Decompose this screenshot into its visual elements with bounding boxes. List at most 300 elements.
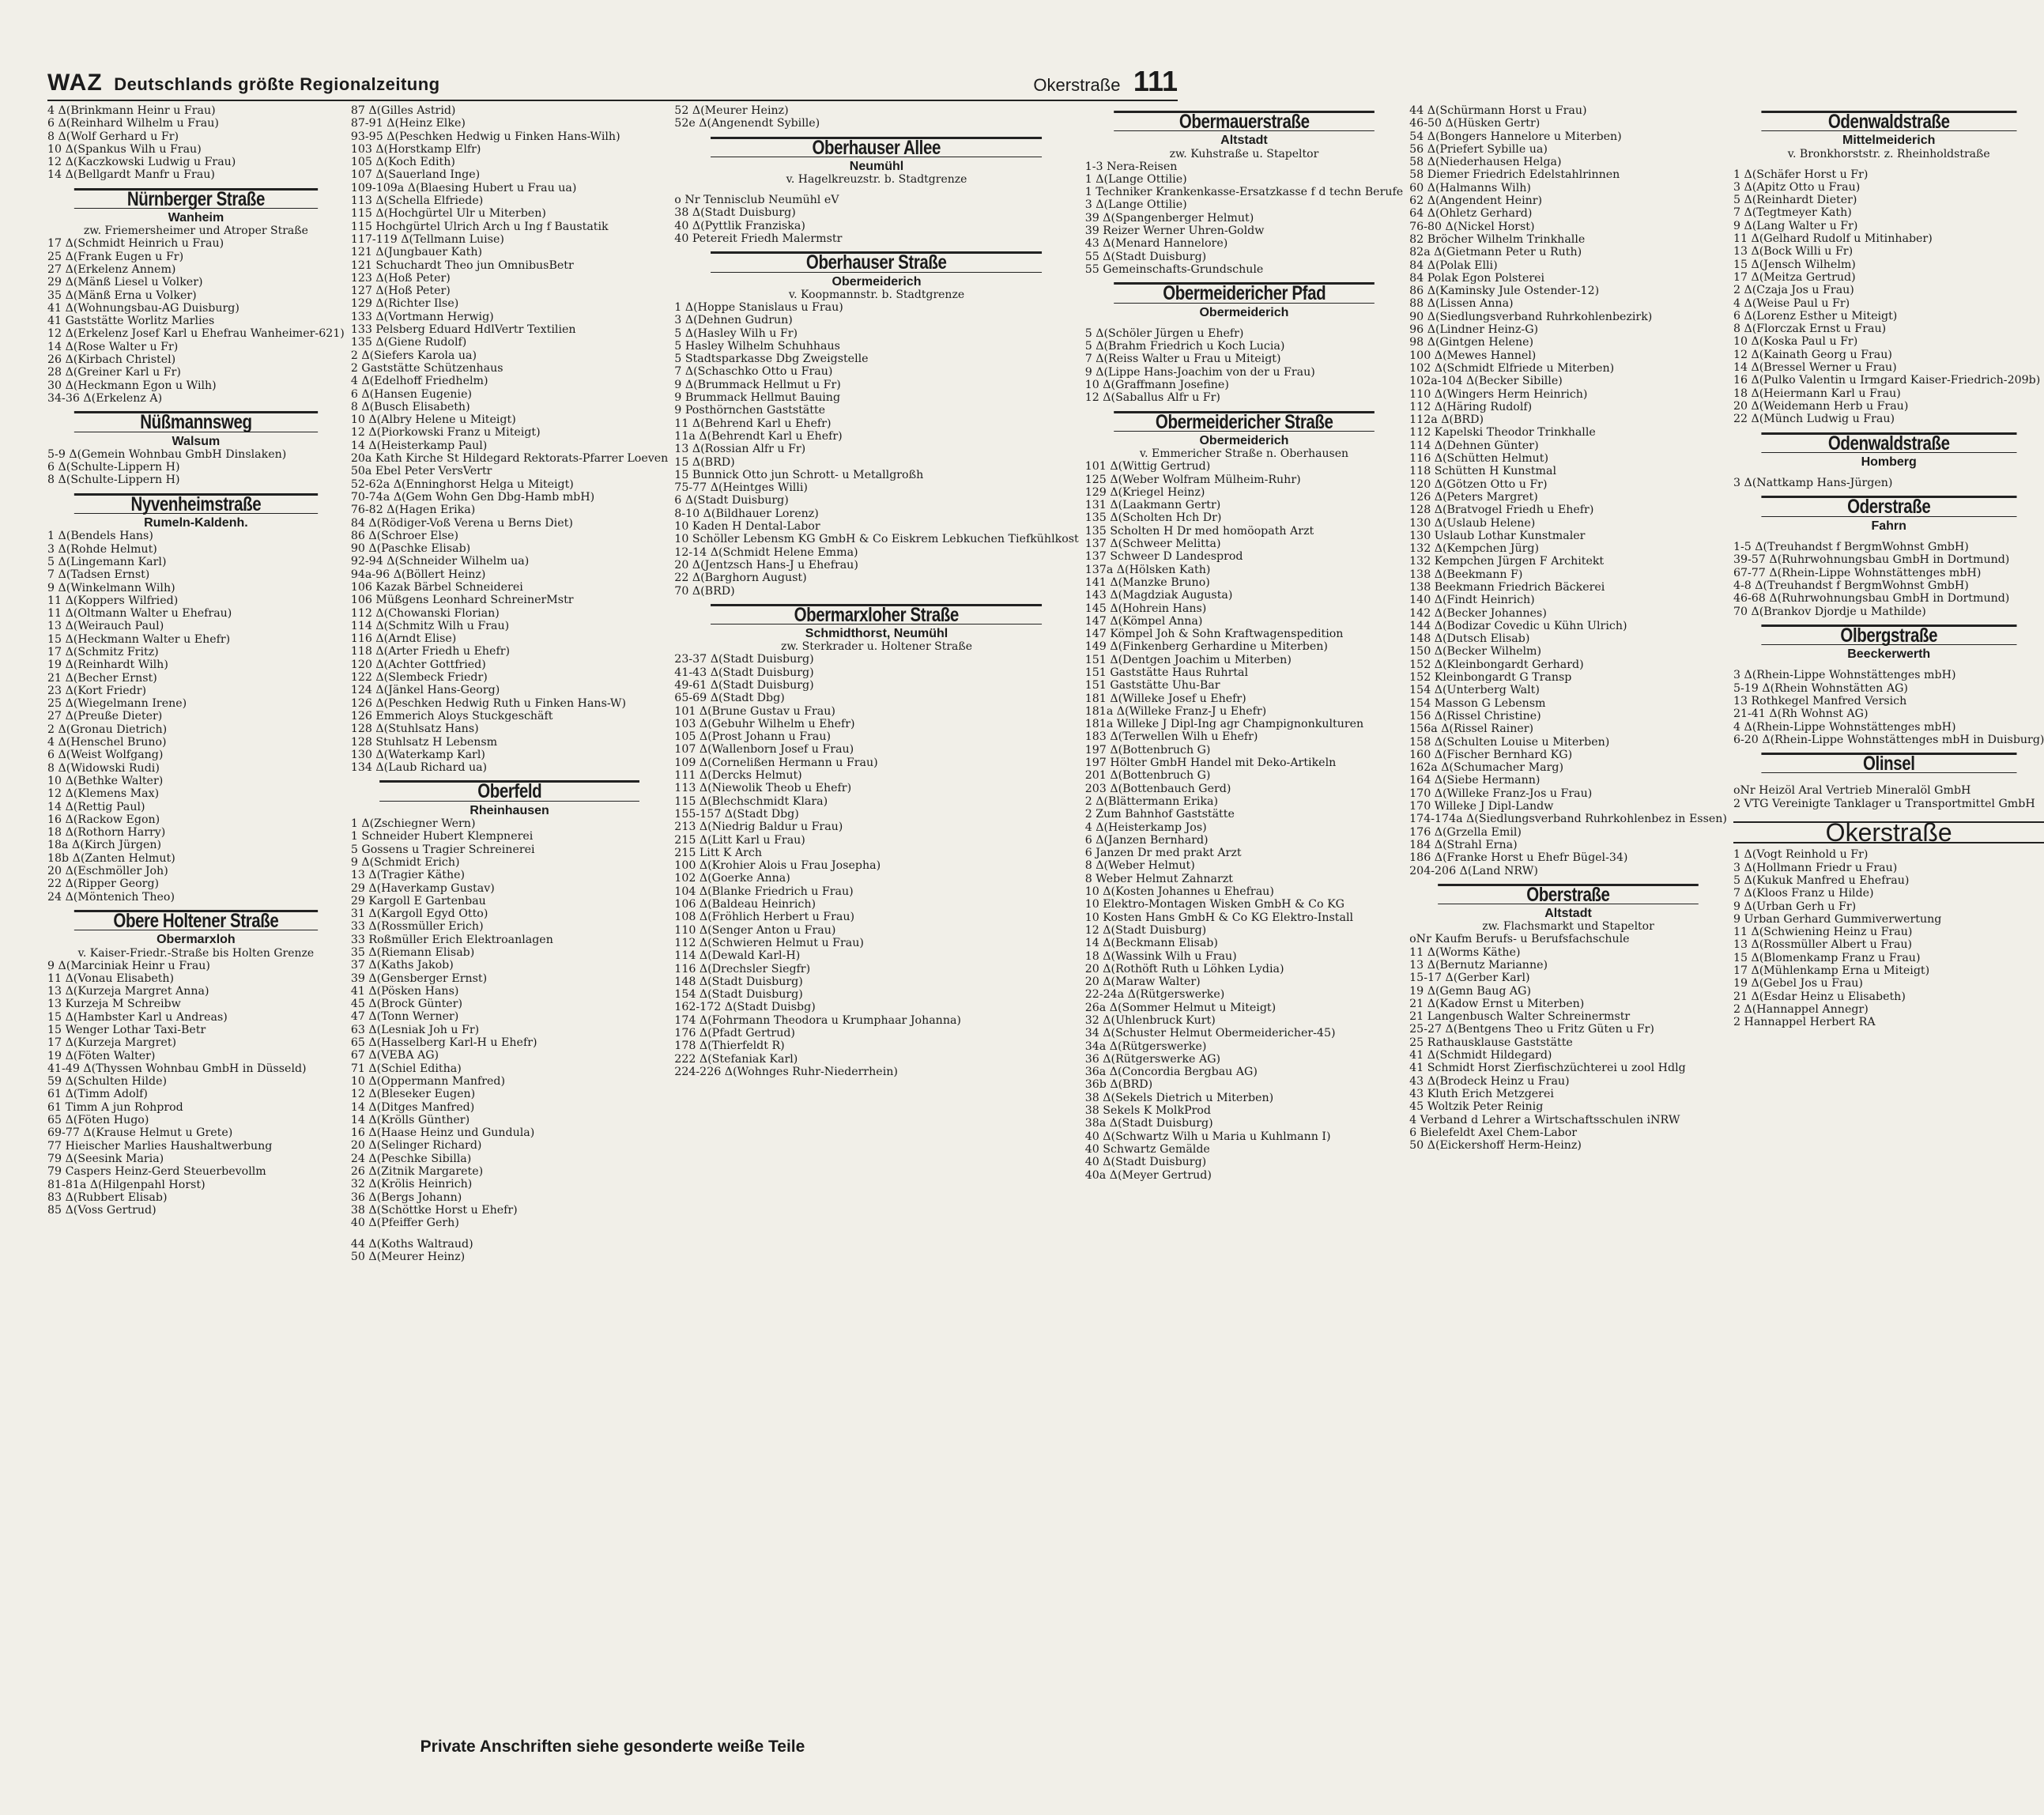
directory-entry: 105 Δ(Prost Johann u Frau) bbox=[674, 730, 832, 744]
directory-entry: 201 Δ(Bottenbruch G) bbox=[1084, 769, 1211, 783]
directory-entry: 137 Δ(Schweer Melitta) bbox=[1084, 538, 1221, 551]
directory-entry: 186 Δ(Franke Horst u Ehefr Bügel-34) bbox=[1409, 851, 1628, 865]
directory-entry: 35 Δ(Mänß Erna u Volker) bbox=[47, 289, 197, 302]
directory-entry: 15 Δ(Hambster Karl u Andreas) bbox=[47, 1010, 228, 1024]
directory-entry: 67-77 Δ(Rhein-Lippe Wohnstättenges mbH) bbox=[1733, 566, 1982, 579]
directory-entry: 148 Δ(Dutsch Elisab) bbox=[1409, 632, 1530, 646]
directory-entry: 9 Δ(Urban Gerh u Fr) bbox=[1733, 900, 1857, 913]
directory-entry: 21 Δ(Becher Ernst) bbox=[47, 671, 157, 685]
directory-entry: 33 Roßmüller Erich Elektroanlagen bbox=[350, 933, 553, 946]
directory-entry: 123 Δ(Hoß Peter) bbox=[350, 271, 451, 285]
directory-entry: 76-82 Δ(Hagen Erika) bbox=[350, 504, 476, 517]
directory-entry: 47 Δ(Tonn Werner) bbox=[350, 1010, 459, 1024]
directory-entry: 40 Schwartz Gemälde bbox=[1084, 1142, 1210, 1156]
directory-entry: 84 Δ(Rödiger-Voß Verena u Berns Diet) bbox=[350, 516, 573, 530]
directory-entry: 6 Δ(Weist Wolfgang) bbox=[47, 749, 164, 762]
directory-entry: 52-62a Δ(Enninghorst Helga u Miteigt) bbox=[350, 477, 574, 491]
directory-entry: 31 Δ(Kargoll Egyd Otto) bbox=[350, 908, 488, 921]
directory-entry: 13 Δ(Bock Willi u Fr) bbox=[1733, 245, 1854, 258]
directory-entry: 130 Δ(Uslaub Helene) bbox=[1409, 516, 1536, 530]
directory-entry: 13 Rothkegel Manfred Versich bbox=[1733, 694, 1907, 708]
directory-entry: 44 Δ(Koths Waltraud) bbox=[350, 1237, 473, 1251]
district-label: Altstadt bbox=[1220, 134, 1268, 148]
directory-entry: 4-8 Δ(Treuhandst f BergmWohnst GmbH) bbox=[1733, 579, 1969, 592]
directory-entry: 25-27 Δ(Bentgens Theo u Fritz Güten u Fr) bbox=[1409, 1023, 1654, 1036]
directory-entry: 105 Δ(Koch Edith) bbox=[350, 156, 455, 169]
directory-entry: 65 Δ(Föten Hugo) bbox=[47, 1114, 149, 1127]
spacer bbox=[1733, 661, 2044, 669]
directory-entry: 9 Urban Gerhard Gummiverwertung bbox=[1733, 912, 1942, 926]
directory-entry: 5 Hasley Wilhelm Schuhhaus bbox=[674, 339, 840, 353]
directory-entry: 137a Δ(Hölsken Kath) bbox=[1084, 563, 1211, 576]
directory-entry: 106 Müßgens Leonhard SchreinerMstr bbox=[350, 594, 574, 607]
column-4 bbox=[1085, 104, 1403, 1733]
directory-entry: 83 Δ(Rubbert Elisab) bbox=[47, 1191, 168, 1204]
directory-entry: 20 Δ(Eschmöller Joh) bbox=[47, 865, 168, 878]
directory-entry: 12 Δ(Erkelenz Josef Karl u Ehefrau Wanheimer-621) bbox=[47, 327, 345, 341]
directory-entry: 5 Gossens u Tragier Schreinerei bbox=[350, 843, 535, 856]
directory-entry: 24 Δ(Möntenich Theo) bbox=[47, 890, 175, 904]
directory-entry: 13 Δ(Kurzeja Margret Anna) bbox=[47, 985, 209, 998]
directory-entry: 90 Δ(Siedlungsverband Ruhrkohlenbezirk) bbox=[1409, 310, 1653, 323]
directory-entry: 150 Δ(Becker Wilhelm) bbox=[1409, 645, 1542, 658]
directory-entry: 143 Δ(Magdziak Augusta) bbox=[1084, 589, 1233, 602]
street-range: v. Emmericher Straße n. Oberhausen bbox=[1139, 447, 1349, 461]
directory-entry: 75-77 Δ(Heintges Willi) bbox=[674, 481, 808, 495]
directory-entry: 82a Δ(Gietmann Peter u Ruth) bbox=[1409, 246, 1582, 259]
directory-entry: 162a Δ(Schumacher Marg) bbox=[1409, 761, 1563, 775]
directory-entry: 29 Δ(Haverkamp Gustav) bbox=[350, 881, 495, 895]
district-label: Mittelmeiderich bbox=[1842, 134, 1936, 148]
directory-entry: 112 Kapelski Theodor Trinkhalle bbox=[1409, 426, 1596, 440]
directory-entry: 40 Δ(Stadt Duisburg) bbox=[1084, 1156, 1207, 1169]
directory-entry: 13 Δ(Rossmüller Albert u Frau) bbox=[1733, 938, 1913, 952]
directory-entry: 19 Δ(Reinhardt Wilh) bbox=[47, 658, 168, 672]
directory-entry: 11 Δ(Behrend Karl u Ehefr) bbox=[674, 417, 832, 430]
directory-entry: 13 Δ(Tragier Käthe) bbox=[350, 869, 466, 882]
directory-entry: 10 Δ(Bethke Walter) bbox=[47, 774, 164, 787]
directory-entry: 114 Δ(Dehnen Günter) bbox=[1409, 439, 1539, 452]
directory-entry: 22-24a Δ(Rütgerswerke) bbox=[1084, 988, 1225, 1002]
directory-entry: 29 Kargoll E Gartenbau bbox=[350, 894, 486, 908]
directory-entry: 8 Δ(Wolf Gerhard u Fr) bbox=[47, 130, 179, 143]
directory-entry: 34 Δ(Schuster Helmut Obermeidericher-45) bbox=[1084, 1027, 1336, 1040]
directory-entry: 2 Zum Bahnhof Gaststätte bbox=[1084, 808, 1235, 821]
directory-entry: 135 Δ(Giene Rudolf) bbox=[350, 336, 467, 349]
directory-entry: 128 Δ(Bratvogel Friedh u Ehefr) bbox=[1409, 504, 1594, 517]
directory-entry: 154 Δ(Unterberg Walt) bbox=[1409, 684, 1540, 697]
directory-entry: 14 Δ(Ditges Manfred) bbox=[350, 1100, 475, 1114]
column-1 bbox=[47, 104, 345, 1733]
spacer bbox=[1085, 319, 1403, 327]
district-label: Rheinhausen bbox=[470, 803, 549, 817]
directory-entry: 148 Δ(Stadt Duisburg) bbox=[674, 975, 803, 988]
directory-entry: 101 Δ(Brune Gustav u Frau) bbox=[674, 704, 835, 718]
directory-entry: 142 Δ(Becker Johannes) bbox=[1409, 606, 1547, 620]
street-heading: Oberfeld bbox=[379, 780, 639, 801]
directory-entry: 112 Δ(Chowanski Florian) bbox=[350, 606, 500, 620]
directory-entry: 21 Δ(Esdar Heinz u Elisabeth) bbox=[1733, 990, 1906, 1003]
directory-entry: 7 Δ(Reiss Walter u Frau u Miteigt) bbox=[1084, 353, 1281, 366]
directory-entry: oNr Heizöl Aral Vertrieb Mineralöl GmbH bbox=[1733, 784, 1971, 798]
directory-entry: 1 Δ(Schäfer Horst u Fr) bbox=[1733, 168, 1869, 181]
directory-entry: 70 Δ(BRD) bbox=[674, 584, 735, 598]
directory-entry: 90 Δ(Paschke Elisab) bbox=[350, 542, 471, 556]
newspaper-logo: WAZ bbox=[47, 70, 103, 96]
directory-entry: 15 Δ(Jensch Wilhelm) bbox=[1733, 258, 1856, 271]
directory-entry: oNr Kaufm Berufs- u Berufsfachschule bbox=[1409, 933, 1630, 946]
directory-entry: 9 Δ(Lang Walter u Fr) bbox=[1733, 219, 1858, 232]
directory-entry: 45 Δ(Brock Günter) bbox=[350, 998, 462, 1011]
directory-entry: 10 Δ(Spankus Wilh u Frau) bbox=[47, 142, 202, 156]
directory-entry: 23-37 Δ(Stadt Duisburg) bbox=[674, 653, 814, 666]
directory-entry: 10 Schöller Lebensm KG GmbH & Co Eiskrem Lebkuchen Tiefkühlkost bbox=[674, 533, 1079, 546]
directory-entry: 21 Δ(Kadow Ernst u Miterben) bbox=[1409, 997, 1585, 1010]
directory-entry: 130 Uslaub Lothar Kunstmaler bbox=[1409, 529, 1586, 542]
directory-entry: 3 Δ(Dehnen Gudrun) bbox=[674, 314, 793, 327]
directory-entry: 135 Scholten H Dr med homöopath Arzt bbox=[1084, 524, 1314, 538]
directory-entry: 9 Δ(Schmidt Erich) bbox=[350, 855, 460, 869]
street-range: v. Koopmannstr. b. Stadtgrenze bbox=[788, 288, 965, 301]
directory-entry: 30 Δ(Heckmann Egon u Wilh) bbox=[47, 379, 217, 392]
directory-entry: 117-119 Δ(Tellmann Luise) bbox=[350, 232, 504, 246]
directory-entry: 39 Reizer Werner Uhren-Goldw bbox=[1084, 225, 1265, 238]
directory-entry: 16 Δ(Rackow Egon) bbox=[47, 813, 160, 826]
directory-entry: 41 Δ(Schmidt Hildegard) bbox=[1409, 1049, 1552, 1062]
directory-entry: 115 Hochgürtel Ulrich Arch u Ing f Baustatik bbox=[350, 220, 609, 233]
directory-entry: 114 Δ(Dewald Karl-H) bbox=[674, 949, 801, 963]
directory-entry: 4 Δ(Brinkmann Heinr u Frau) bbox=[47, 104, 216, 117]
directory-entry: 17 Δ(Schmitz Fritz) bbox=[47, 645, 159, 658]
directory-entry: 114 Δ(Schmitz Wilh u Frau) bbox=[350, 619, 510, 632]
directory-entry: 101 Δ(Wittig Gertrud) bbox=[1084, 460, 1211, 474]
directory-entry: 26a Δ(Sommer Helmut u Miteigt) bbox=[1084, 1001, 1277, 1014]
street-heading: Oderstraße bbox=[1761, 496, 2016, 516]
masthead bbox=[47, 70, 440, 96]
directory-entry: 11 Δ(Gelhard Rudolf u Mitinhaber) bbox=[1733, 232, 1933, 246]
directory-entry: 41-43 Δ(Stadt Duisburg) bbox=[674, 666, 814, 679]
directory-entry: 37 Δ(Kaths Jakob) bbox=[350, 959, 454, 972]
directory-entry: 65-69 Δ(Stadt Dbg) bbox=[674, 692, 785, 705]
directory-entry: 93-95 Δ(Peschken Hedwig u Finken Hans-Wilh) bbox=[350, 130, 620, 143]
street-heading: Obermauerstraße bbox=[1114, 111, 1375, 131]
directory-entry: 126 Δ(Peters Margret) bbox=[1409, 490, 1538, 504]
directory-entry: 15 Wenger Lothar Taxi-Betr bbox=[47, 1024, 206, 1036]
directory-entry: 14 Δ(Heisterkamp Paul) bbox=[350, 439, 488, 452]
directory-entry: 170 Willeke J Dipl-Landw bbox=[1409, 800, 1554, 813]
district-label: Walsum bbox=[172, 434, 221, 448]
directory-entry: 8 Δ(Schulte-Lippern H) bbox=[47, 474, 180, 487]
directory-entry: 22 Δ(Ripper Georg) bbox=[47, 877, 160, 891]
directory-entry: 12 Δ(Klemens Max) bbox=[47, 787, 160, 801]
directory-entry: 6 Δ(Schulte-Lippern H) bbox=[47, 461, 180, 474]
directory-entry: 38a Δ(Stadt Duisburg) bbox=[1084, 1117, 1213, 1130]
directory-entry: 39-57 Δ(Ruhrwohnungsbau GmbH in Dortmund) bbox=[1733, 553, 2010, 567]
directory-entry: 20 Δ(Selinger Richard) bbox=[350, 1139, 482, 1153]
directory-entry: 24 Δ(Peschke Sibilla) bbox=[350, 1152, 472, 1165]
directory-entry: 215 Δ(Litt Karl u Frau) bbox=[674, 833, 805, 847]
directory-entry: 8 Δ(Florczak Ernst u Frau) bbox=[1733, 323, 1887, 336]
district-label: Neumühl bbox=[849, 159, 904, 173]
directory-entry: 1 Δ(Lange Ottilie) bbox=[1084, 172, 1187, 186]
column-2 bbox=[351, 104, 668, 1733]
directory-entry: 126 Emmerich Aloys Stuckgeschäft bbox=[350, 709, 553, 723]
directory-entry: 14 Δ(Bellgardt Manfr u Frau) bbox=[47, 168, 215, 182]
directory-entry: 35 Δ(Riemann Elisab) bbox=[350, 946, 475, 959]
district-label: Schmidthorst, Neumühl bbox=[805, 627, 948, 641]
directory-entry: 106 Δ(Baldeau Heinrich) bbox=[674, 898, 816, 911]
directory-entry: 7 Δ(Tadsen Ernst) bbox=[47, 568, 150, 582]
directory-entry: 2 VTG Vereinigte Tanklager u Transportmittel GmbH bbox=[1733, 797, 2035, 810]
street-heading: Nüßmannsweg bbox=[74, 411, 318, 432]
directory-entry: 10 Kaden H Dental-Labor bbox=[674, 520, 820, 534]
directory-entry: 181a Δ(Willeke Franz-J u Ehefr) bbox=[1084, 704, 1267, 718]
directory-entry: 160 Δ(Fischer Bernhard KG) bbox=[1409, 748, 1573, 761]
street-heading-large: Okerstraße bbox=[1733, 821, 2044, 843]
directory-entry: 20 Δ(Jentzsch Hans-J u Ehefrau) bbox=[674, 558, 858, 572]
district-label: Rumeln-Kaldenh. bbox=[144, 516, 248, 530]
directory-entry: 118 Δ(Arter Friedh u Ehefr) bbox=[350, 645, 511, 658]
directory-entry: 27 Δ(Erkelenz Annem) bbox=[47, 262, 176, 276]
directory-entry: 21-41 Δ(Rh Wohnst AG) bbox=[1733, 708, 1869, 721]
directory-entry: 176 Δ(Pfadt Gertrud) bbox=[674, 1027, 795, 1040]
directory-entry: 40 Δ(Pfeiffer Gerh) bbox=[350, 1217, 459, 1230]
street-range: v. Bronkhorststr. z. Rheinholdstraße bbox=[1787, 147, 1990, 160]
directory-entry: 43 Δ(Brodeck Heinz u Frau) bbox=[1409, 1074, 1570, 1088]
directory-entry: 3 Δ(Rohde Helmut) bbox=[47, 542, 157, 556]
directory-entry: 29 Δ(Mänß Liesel u Volker) bbox=[47, 276, 203, 289]
directory-entry: 5-9 Δ(Gemein Wohnbau GmbH Dinslaken) bbox=[47, 447, 287, 461]
directory-entry: 4 Verband d Lehrer a Wirtschaftsschulen iNRW bbox=[1409, 1113, 1680, 1126]
directory-entry: 36a Δ(Concordia Bergbau AG) bbox=[1084, 1066, 1258, 1079]
directory-entry: 147 Δ(Kömpel Anna) bbox=[1084, 614, 1203, 628]
directory-entry: 178 Δ(Thierfeldt R) bbox=[674, 1040, 785, 1053]
directory-entry: 7 Δ(Tegtmeyer Kath) bbox=[1733, 206, 1852, 220]
directory-entry: 18 Δ(Wassink Wilh u Frau) bbox=[1084, 949, 1237, 963]
directory-entry: 4 Δ(Henschel Bruno) bbox=[47, 736, 167, 749]
directory-entry: 106 Kazak Bärbel Schneiderei bbox=[350, 580, 523, 594]
directory-entry: 13 Δ(Bernutz Marianne) bbox=[1409, 959, 1548, 972]
directory-entry: 6 Δ(Stadt Duisburg) bbox=[674, 494, 789, 508]
directory-entry: 213 Δ(Niedrig Baldur u Frau) bbox=[674, 821, 843, 834]
directory-entry: 108 Δ(Fröhlich Herbert u Frau) bbox=[674, 911, 855, 924]
directory-entry: 131 Δ(Laakmann Gertr) bbox=[1084, 499, 1221, 512]
street-range: v. Hagelkreuzstr. b. Stadtgrenze bbox=[786, 173, 967, 187]
directory-entry: 155-157 Δ(Stadt Dbg) bbox=[674, 807, 799, 821]
directory-entry: 25 Δ(Wiegelmann Irene) bbox=[47, 697, 187, 711]
district-label: Obermeiderich bbox=[832, 274, 922, 289]
directory-entry: 5 Δ(Reinhardt Dieter) bbox=[1733, 194, 1857, 207]
directory-entry: 112a Δ(BRD) bbox=[1409, 413, 1484, 427]
directory-entry: 6 Δ(Hansen Eugenie) bbox=[350, 387, 473, 401]
district-label: Homberg bbox=[1861, 455, 1917, 469]
directory-entry: 50 Δ(Eickershoff Herm-Heinz) bbox=[1409, 1139, 1582, 1153]
directory-entry: 61 Δ(Timm Adolf) bbox=[47, 1088, 148, 1101]
directory-entry: 5 Stadtsparkasse Dbg Zweigstelle bbox=[674, 353, 869, 366]
directory-entry: 28 Δ(Greiner Karl u Fr) bbox=[47, 366, 181, 379]
directory-entry: 137 Schweer D Landesprod bbox=[1084, 550, 1243, 564]
directory-entry: 86 Δ(Schroer Else) bbox=[350, 529, 459, 542]
directory-entry: 3 Δ(Apitz Otto u Frau) bbox=[1733, 180, 1861, 194]
directory-entry: 149 Δ(Finkenberg Gerhardine u Miterben) bbox=[1084, 640, 1328, 654]
street-range: zw. Friemersheimer und Atroper Straße bbox=[83, 225, 308, 238]
directory-entry: 129 Δ(Richter Ilse) bbox=[350, 297, 459, 311]
directory-entry: 4 Δ(Heisterkamp Jos) bbox=[1084, 821, 1207, 834]
directory-entry: 52e Δ(Angenendt Sybille) bbox=[674, 117, 820, 130]
directory-entry: 1 Δ(Hoppe Stanislaus u Frau) bbox=[674, 300, 843, 314]
directory-entry: 43 Δ(Menard Hannelore) bbox=[1084, 237, 1228, 251]
spacer bbox=[674, 186, 1078, 194]
directory-entry: 115 Δ(Blechschmidt Klara) bbox=[674, 794, 828, 808]
directory-entry: 16 Δ(Haase Heinz und Gundula) bbox=[350, 1126, 535, 1140]
directory-entry: 12 Δ(Kaczkowski Ludwig u Frau) bbox=[47, 156, 236, 169]
directory-entry: 116 Δ(Arndt Elise) bbox=[350, 632, 457, 646]
directory-entry: 17 Δ(Mühlenkamp Erna u Miteigt) bbox=[1733, 964, 1930, 978]
directory-entry: 46-68 Δ(Ruhrwohnungsbau GmbH in Dortmund) bbox=[1733, 592, 2010, 606]
directory-entry: 174 Δ(Fohrmann Theodora u Krumphaar Johanna) bbox=[674, 1013, 961, 1027]
directory-entry: 110 Δ(Senger Anton u Frau) bbox=[674, 923, 836, 937]
directory-entry: 22 Δ(Münch Ludwig u Frau) bbox=[1733, 413, 1895, 426]
directory-entry: 17 Δ(Kurzeja Margret) bbox=[47, 1036, 177, 1050]
directory-entry: 144 Δ(Bodizar Covedic u Kühn Ulrich) bbox=[1409, 619, 1627, 632]
directory-entry: 70-74a Δ(Gem Wohn Gen Dbg-Hamb mbH) bbox=[350, 490, 595, 504]
directory-entry: 107 Δ(Wallenborn Josef u Frau) bbox=[674, 743, 854, 757]
directory-entry: 55 Gemeinschafts-Grundschule bbox=[1084, 262, 1264, 276]
directory-entry: 9 Δ(Winkelmann Wilh) bbox=[47, 581, 175, 594]
street-heading: Oberhauser Allee bbox=[711, 137, 1042, 157]
directory-entry: 170 Δ(Willeke Franz-Jos u Frau) bbox=[1409, 787, 1593, 800]
directory-entry: 26 Δ(Kirbach Christel) bbox=[47, 353, 176, 367]
directory-entry: 5 Δ(Schöler Jürgen u Ehefr) bbox=[1084, 326, 1244, 340]
district-label: Beeckerwerth bbox=[1847, 647, 1931, 662]
directory-entry: 120 Δ(Götzen Otto u Fr) bbox=[1409, 477, 1548, 491]
directory-entry: 96 Δ(Lindner Heinz-G) bbox=[1409, 323, 1539, 337]
directory-entry: 133 Δ(Vortmann Herwig) bbox=[350, 310, 494, 323]
directory-entry: 103 Δ(Horstkamp Elfr) bbox=[350, 142, 481, 156]
directory-entry: 2 Δ(Hannappel Annegr) bbox=[1733, 1002, 1869, 1016]
directory-entry: 19 Δ(Föten Walter) bbox=[47, 1049, 156, 1062]
directory-entry: 76-80 Δ(Nickel Horst) bbox=[1409, 220, 1535, 233]
directory-entry: 115 Δ(Hochgürtel Ulr u Miterben) bbox=[350, 207, 546, 221]
directory-entry: 69-77 Δ(Krause Helmut u Grete) bbox=[47, 1126, 233, 1140]
directory-entry: 46-50 Δ(Hüsken Gertr) bbox=[1409, 117, 1541, 130]
directory-entry: 82 Bröcher Wilhelm Trinkhalle bbox=[1409, 232, 1586, 246]
street-heading: Obermeidericher Straße bbox=[1114, 411, 1375, 432]
footer-note: Private Anschriften siehe gesonderte weiße Teile bbox=[420, 1738, 805, 1756]
district-label: Wanheim bbox=[168, 211, 224, 225]
directory-entry: 151 Gaststätte Uhu-Bar bbox=[1084, 679, 1220, 692]
directory-entry: 10 Kosten Hans GmbH & Co KG Elektro-Install bbox=[1084, 911, 1354, 924]
directory-entry: 18a Δ(Kirch Jürgen) bbox=[47, 839, 162, 852]
directory-entry: 120 Δ(Achter Gottfried) bbox=[350, 658, 486, 671]
directory-entry: 34a Δ(Rütgerswerke) bbox=[1084, 1040, 1207, 1053]
directory-entry: 10 Δ(Kosten Johannes u Ehefrau) bbox=[1084, 885, 1274, 899]
directory-entry: 14 Δ(Beckmann Elisab) bbox=[1084, 937, 1218, 950]
spacer bbox=[1733, 160, 2044, 168]
directory-entry: 104 Δ(Blanke Friedrich u Frau) bbox=[674, 885, 854, 898]
directory-entry: 59 Δ(Schulten Hilde) bbox=[47, 1075, 168, 1089]
directory-entry: 5 Δ(Brahm Friedrich u Koch Lucia) bbox=[1084, 340, 1285, 353]
directory-entry: 20a Kath Kirche St Hildegard Rektorats-Pfarrer Loeven bbox=[350, 452, 669, 466]
directory-entry: 62 Δ(Angendent Heinr) bbox=[1409, 194, 1543, 208]
directory-entry: 3 Δ(Lange Ottilie) bbox=[1084, 198, 1187, 212]
directory-entry: 1 Δ(Zschiegner Wern) bbox=[350, 817, 476, 831]
directory-entry: 110 Δ(Wingers Herm Heinrich) bbox=[1409, 387, 1588, 401]
directory-entry: 27 Δ(Preuße Dieter) bbox=[47, 710, 163, 723]
directory-entry: 64 Δ(Ohletz Gerhard) bbox=[1409, 207, 1533, 221]
directory-entry: 6 Bielefeldt Axel Chem-Labor bbox=[1409, 1126, 1578, 1139]
directory-entry: 12 Δ(Stadt Duisburg) bbox=[1084, 923, 1207, 937]
directory-entry: 164 Δ(Siebe Hermann) bbox=[1409, 774, 1541, 787]
directory-entry: 38 Δ(Stadt Duisburg) bbox=[674, 206, 796, 220]
directory-entry: 9 Posthörnchen Gaststätte bbox=[674, 404, 826, 417]
directory-entry: 222 Δ(Stefaniak Karl) bbox=[674, 1052, 798, 1066]
directory-entry: 102 Δ(Schmidt Elfriede u Miterben) bbox=[1409, 361, 1615, 375]
directory-entry: 154 Masson G Lebensm bbox=[1409, 696, 1546, 710]
directory-entry: 7 Δ(Schaschko Otto u Frau) bbox=[674, 365, 833, 379]
directory-entry: 141 Δ(Manzke Bruno) bbox=[1084, 575, 1210, 589]
directory-entry: 15 Δ(Heckmann Walter u Ehefr) bbox=[47, 632, 231, 646]
district-label: Fahrn bbox=[1871, 519, 1906, 533]
directory-entry: 2 Δ(Czaja Jos u Frau) bbox=[1733, 284, 1854, 297]
directory-entry: 152 Δ(Kleinbongardt Gerhard) bbox=[1409, 658, 1584, 671]
directory-entry: 1 Δ(Bendels Hans) bbox=[47, 530, 153, 543]
directory-entry: 121 Δ(Jungbauer Kath) bbox=[350, 246, 483, 259]
directory-entry: 122 Δ(Slembeck Friedr) bbox=[350, 671, 488, 685]
directory-entry: 152 Kleinbongardt G Transp bbox=[1409, 671, 1572, 685]
directory-entry: 77 Hieischer Marlies Haushaltwerbung bbox=[47, 1139, 273, 1153]
directory-entry: 32 Δ(Uhlenbruck Kurt) bbox=[1084, 1014, 1216, 1027]
directory-entry: 18 Δ(Rothorn Harry) bbox=[47, 826, 166, 840]
directory-entry: 10 Δ(Koska Paul u Fr) bbox=[1733, 335, 1858, 349]
spacer bbox=[1733, 469, 2044, 477]
district-label: Obermeiderich bbox=[1199, 305, 1289, 319]
directory-entry: 38 Sekels K MolkProd bbox=[1084, 1104, 1211, 1118]
directory-entry: 56 Δ(Priefert Sybille ua) bbox=[1409, 142, 1548, 156]
directory-entry: 33 Δ(Rossmüller Erich) bbox=[350, 920, 484, 934]
directory-entry: 11 Δ(Worms Käthe) bbox=[1409, 945, 1521, 959]
directory-entry: 11 Δ(Schwiening Heinz u Frau) bbox=[1733, 926, 1913, 939]
directory-entry: 23 Δ(Kort Friedr) bbox=[47, 684, 147, 697]
directory-entry: 12-14 Δ(Schmidt Helene Emma) bbox=[674, 545, 858, 559]
directory-entry: 109-109a Δ(Blaesing Hubert u Frau ua) bbox=[350, 181, 577, 194]
directory-entry: 12 Δ(Piorkowski Franz u Miteigt) bbox=[350, 426, 541, 440]
street-heading: Ölbergstraße bbox=[1761, 624, 2016, 645]
directory-entry: 20 Δ(Maraw Walter) bbox=[1084, 975, 1201, 989]
directory-entry: 8 Δ(Busch Elisabeth) bbox=[350, 400, 470, 413]
directory-entry: 38 Δ(Sekels Dietrich u Miterben) bbox=[1084, 1091, 1274, 1104]
directory-entry: 10 Δ(Albry Helene u Miteigt) bbox=[350, 413, 516, 427]
directory-entry: 8-10 Δ(Bildhauer Lorenz) bbox=[674, 507, 819, 520]
directory-entry: 9 Δ(Marciniak Heinr u Frau) bbox=[47, 959, 210, 972]
directory-entry: 112 Δ(Häring Rudolf) bbox=[1409, 400, 1533, 413]
directory-entry: 63 Δ(Lesniak Joh u Fr) bbox=[350, 1023, 480, 1036]
directory-entry: 84 Polak Egon Polsterei bbox=[1409, 271, 1545, 285]
directory-entry: 5 Δ(Hasley Wilh u Fr) bbox=[674, 326, 798, 340]
directory-entry: 107 Δ(Sauerland Inge) bbox=[350, 168, 481, 182]
directory-entry: 215 Litt K Arch bbox=[674, 846, 762, 859]
directory-entry: 8 Weber Helmut Zahnarzt bbox=[1084, 872, 1233, 885]
directory-entry: 100 Δ(Krohier Alois u Frau Josepha) bbox=[674, 859, 881, 873]
directory-entry: 15 Δ(BRD) bbox=[674, 455, 735, 469]
street-heading: Nürnberger Straße bbox=[74, 188, 318, 209]
directory-entry: 13 Kurzeja M Schreibw bbox=[47, 998, 181, 1011]
directory-entry: 11 Δ(Oltmann Walter u Ehefrau) bbox=[47, 607, 232, 621]
spacer bbox=[351, 1230, 668, 1238]
directory-entry: 67 Δ(VEBA AG) bbox=[350, 1049, 439, 1062]
street-range: zw. Kuhstraße u. Stapeltor bbox=[1169, 147, 1319, 160]
directory-entry: 84 Δ(Polak Elli) bbox=[1409, 258, 1498, 272]
